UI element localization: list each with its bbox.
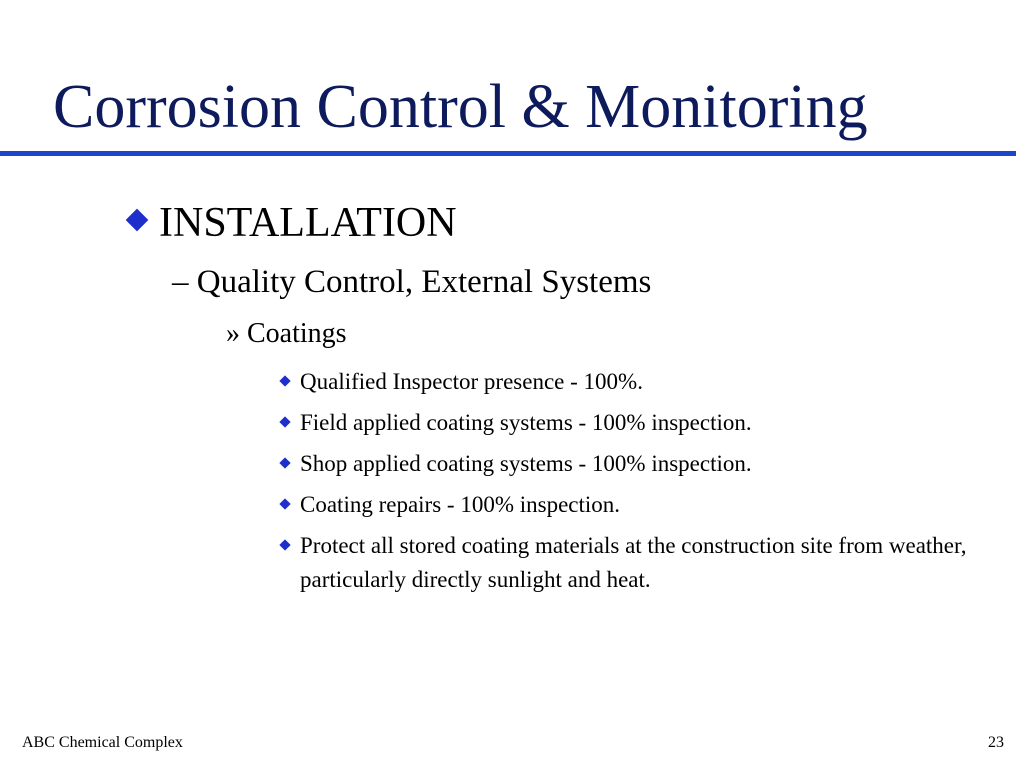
list-item	[278, 529, 998, 597]
list-item	[278, 447, 998, 481]
diamond-bullet-icon	[279, 375, 290, 386]
bullet-level3: » Coatings	[226, 318, 347, 349]
list-item-text: Qualified Inspector presence - 100%.	[300, 369, 643, 394]
diamond-bullet-icon	[279, 498, 290, 509]
diamond-bullet-icon	[279, 416, 290, 427]
list-item	[278, 488, 998, 522]
footer-company: ABC Chemical Complex	[22, 734, 183, 751]
list-item-text: Field applied coating systems - 100% inspection.	[300, 410, 752, 435]
diamond-bullet-icon	[279, 457, 290, 468]
list-item-text: Protect all stored coating materials at the construction site from weather, particularly directly sunlight and heat.	[300, 533, 967, 592]
list-item	[278, 365, 998, 399]
bullet-level1-text: INSTALLATION	[159, 200, 457, 246]
diamond-bullet-icon	[279, 539, 290, 550]
list-item-text: Coating repairs - 100% inspection.	[300, 492, 621, 517]
footer-page-number: 23	[988, 734, 1004, 751]
bullet-level1	[124, 202, 457, 244]
slide-title: Corrosion Control & Monitoring	[53, 73, 868, 141]
bullet-level2: – Quality Control, External Systems	[172, 264, 652, 300]
bullet-list	[278, 365, 998, 604]
diamond-bullet-icon	[126, 209, 149, 232]
title-underline	[0, 151, 1016, 156]
list-item-text: Shop applied coating systems - 100% inspection.	[300, 451, 752, 476]
list-item	[278, 406, 998, 440]
